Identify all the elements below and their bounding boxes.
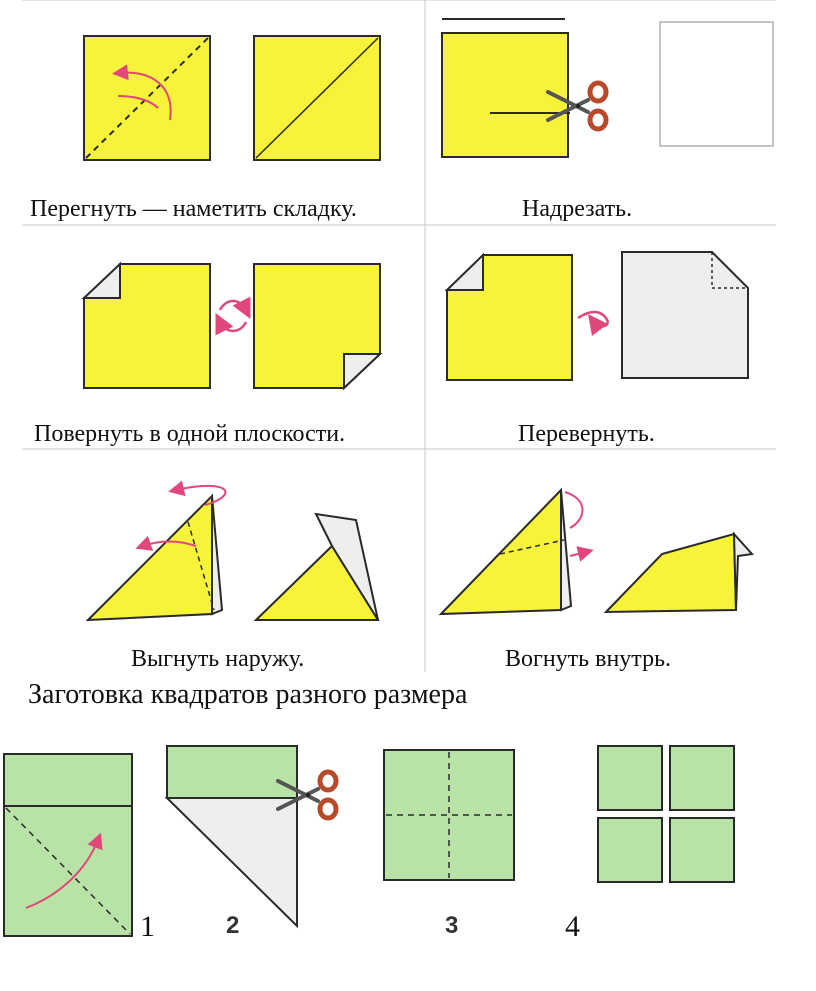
square-blank-step-3	[384, 750, 514, 880]
fold-inward-illustration	[441, 490, 752, 614]
caption-flip-over: Перевернуть.	[518, 421, 655, 447]
cut-illustration	[442, 19, 773, 157]
flip-illustration	[447, 252, 748, 380]
caption-fold-outward: Выгнуть наружу.	[131, 646, 305, 672]
square-blank-step-2	[167, 746, 336, 926]
step-number-4: 4	[565, 910, 580, 943]
square-blank-step-1	[4, 754, 132, 936]
rotate-illustration	[84, 264, 380, 388]
step-number-3: 3	[445, 912, 459, 939]
step-number-2: 2	[226, 912, 240, 939]
step-number-1: 1	[140, 910, 155, 943]
caption-rotate-in-plane: Повернуть в одной плоскости.	[34, 421, 346, 447]
square-blank-step-4	[598, 746, 734, 882]
caption-fold-inward: Вогнуть внутрь.	[505, 646, 672, 672]
caption-fold-crease: Перегнуть — наметить складку.	[30, 196, 357, 222]
section-title: Заготовка квадратов разного размера	[28, 679, 468, 710]
fold-crease-illustration	[84, 36, 380, 160]
caption-cut: Надрезать.	[522, 196, 633, 222]
fold-outward-illustration	[88, 486, 378, 620]
